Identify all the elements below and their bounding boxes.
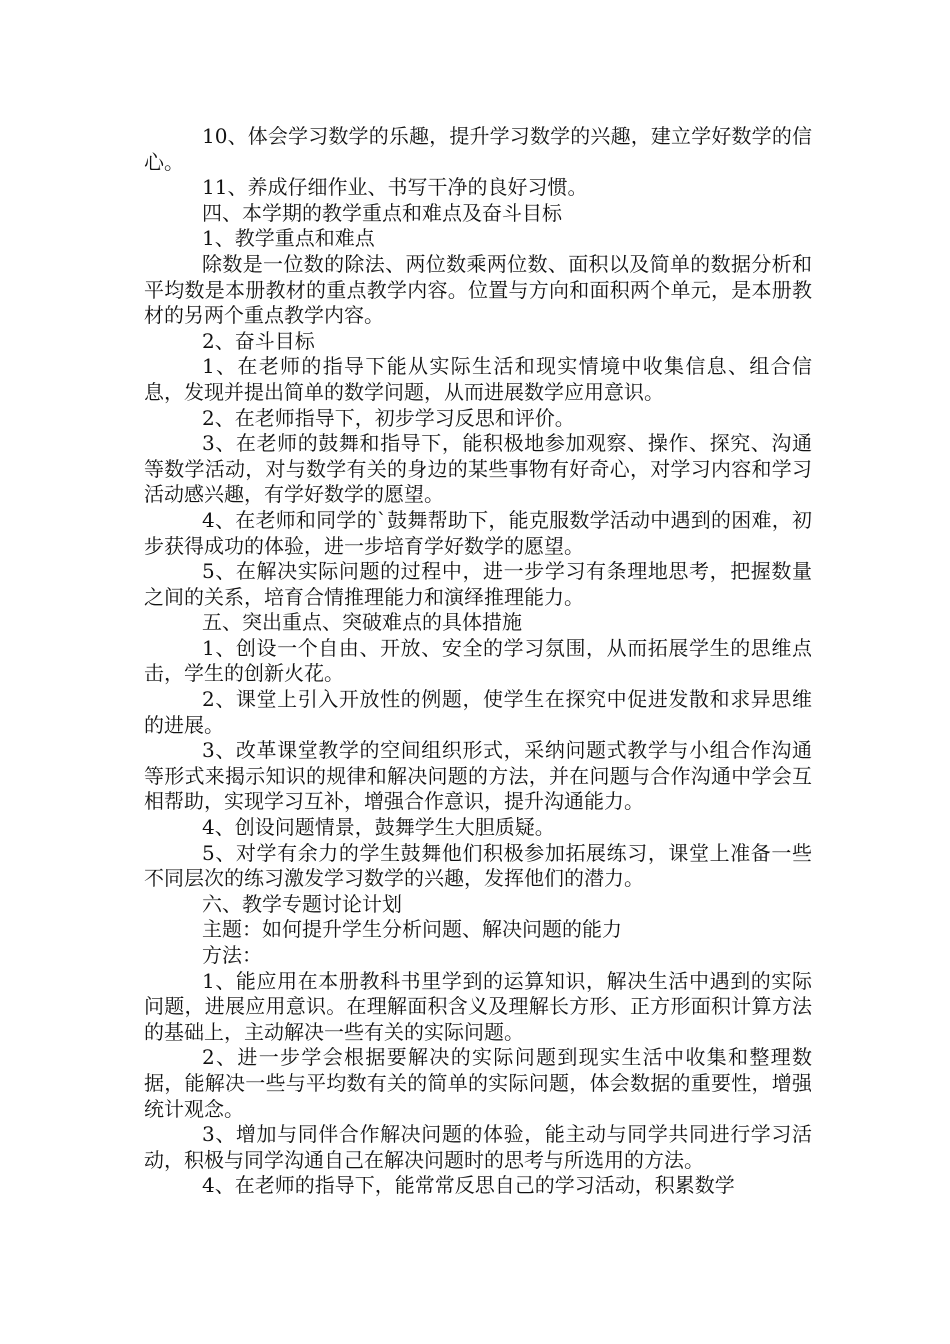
- paragraph-measure-2: 2、课堂上引入开放性的例题，使学生在探究中促进发散和求异思维的进展。: [144, 687, 812, 737]
- section-heading-4: 四、本学期的教学重点和难点及奋斗目标: [202, 200, 562, 225]
- paragraph-method-1: 1、能应用在本册教科书里学到的运算知识，解决生活中遇到的实际问题，进展应用意识。在理解面积含义及理解长方形、正方形面积计算方法的基础上，主动解决一些有关的实际问题。: [144, 968, 812, 1044]
- paragraph-goal-item-5: 5、在解决实际问题的过程中，进一步学习有条理地思考，把握数量之间的关系，培育合情推理能力和演绎推理能力。: [144, 559, 812, 609]
- paragraph-measure-3: 3、改革课堂教学的空间组织形式，采纳问题式教学与小组合作沟通等形式来揭示知识的规律和解决问题的方法，并在问题与合作沟通中学会互相帮助，实现学习互补，增强合作意识，提升沟通能力。: [144, 738, 812, 814]
- paragraph-goal-item-1: 1、在老师的指导下能从实际生活和现实情境中收集信息、组合信息，发现并提出简单的数学问题，从而进展数学应用意识。: [144, 354, 812, 404]
- paragraph-goal-item-4: 4、在老师和同学的`鼓舞帮助下，能克服数学活动中遇到的困难，初步获得成功的体验，进一步培育学好数学的愿望。: [144, 507, 812, 558]
- paragraph-key-points: 除数是一位数的除法、两位数乘两位数、面积以及简单的数据分析和平均数是本册教材的重点教学内容。位置与方向和面积两个单元，是本册教材的另两个重点教学内容。: [144, 251, 812, 328]
- paragraph-goal-11: 11、养成仔细作业、书写干净的良好习惯。: [202, 175, 588, 200]
- subheading-key-points: 1、教学重点和难点: [202, 226, 375, 251]
- subheading-goals: 2、奋斗目标: [202, 328, 315, 353]
- paragraph-goal-10: 10、体会学习数学的乐趣，提升学习数学的兴趣，建立学好数学的信心。: [144, 124, 812, 174]
- document-page: [144, 124, 812, 1199]
- paragraph-method-3: 3、增加与同伴合作解决问题的体验，能主动与同学共同进行学习活动，积极与同学沟通自己在解决问题时的思考与所选用的方法。: [144, 1122, 812, 1172]
- paragraph-measure-1: 1、创设一个自由、开放、安全的学习氛围，从而拓展学生的思维点击，学生的创新火花。: [144, 635, 812, 686]
- paragraph-goal-item-2: 2、在老师指导下，初步学习反思和评价。: [202, 405, 575, 430]
- section-heading-6: 六、教学专题讨论计划: [202, 891, 402, 916]
- paragraph-goal-item-3: 3、在老师的鼓舞和指导下，能积极地参加观察、操作、探究、沟通等数学活动，对与数学有关的身边的某些事物有好奇心，对学习内容和学习活动感兴趣，有学好数学的愿望。: [144, 431, 812, 507]
- paragraph-topic: 主题：如何提升学生分析问题、解决问题的能力: [202, 917, 622, 942]
- paragraph-measure-4: 4、创设问题情景，鼓舞学生大胆质疑。: [202, 815, 555, 840]
- paragraph-method-label: 方法：: [202, 943, 262, 967]
- section-heading-5: 五、突出重点、突破难点的具体措施: [202, 610, 522, 635]
- paragraph-method-4: 4、在老师的指导下，能常常反思自己的学习活动，积累数学: [202, 1173, 735, 1198]
- paragraph-measure-5: 5、对学有余力的学生鼓舞他们积极参加拓展练习，课堂上准备一些不同层次的练习激发学习数学的兴趣，发挥他们的潜力。: [144, 840, 812, 891]
- paragraph-method-2: 2、进一步学会根据要解决的实际问题到现实生活中收集和整理数据，能解决一些与平均数有关的简单的实际问题，体会数据的重要性，增强统计观念。: [144, 1045, 812, 1121]
